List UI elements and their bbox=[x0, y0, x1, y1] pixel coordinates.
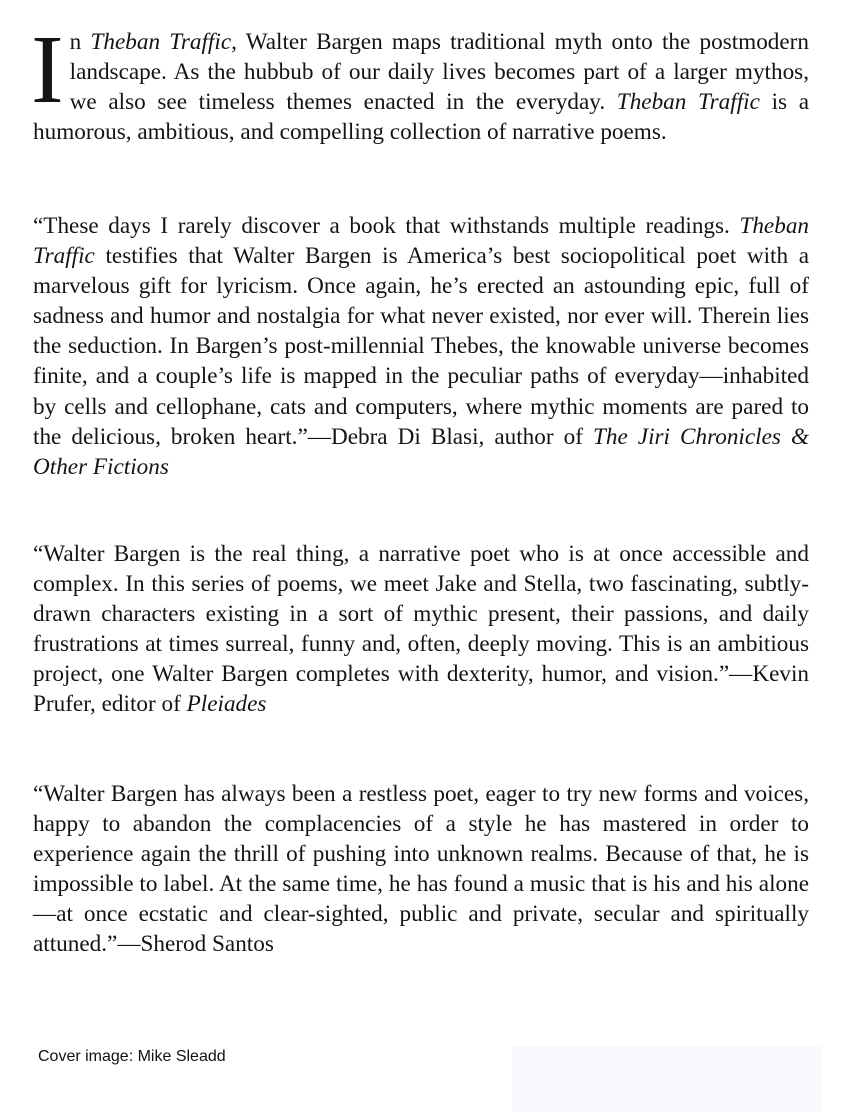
book-title: Theban Traffic bbox=[616, 89, 760, 116]
blurb-text: testifies that Walter Bargen is America’s best sociopolitical poet with a marvelous gift for lyricism. Once again, he’s erected an astounding epic, full of sadness and humor and nostalgia for what never existed, nor ever will. Therein lies the seduction. In Bargen’s post-millennial Thebes, the knowable universe becomes finite, and a couple’s life is mapped in the peculiar paths of everyday—inhabited by cells and cellophane, cats and computers, where mythic moments are pared to the delicious, broken heart.”—Debra Di Blasi, author of bbox=[33, 243, 809, 450]
blurb-text: “These days I rarely discover a book that withstands multiple readings. bbox=[33, 213, 740, 239]
intro-paragraph bbox=[31, 16, 809, 147]
intro-text-2: Walter Bargen maps traditional myth onto the postmodern landscape. As the hubbub of our daily lives becomes part of a larger mythos, we also see timeless themes enacted in the everyday. bbox=[69, 29, 809, 116]
blurb-text: “Walter Bargen is the real thing, a narrative poet who is at once accessible and complex. In this series of poems, we meet Jake and Stella, two fascinating, subtly-drawn characters existing in a sort of mythic present, their passions, and daily frustrations at times surreal, funny and, often, deeply moving. This is an ambitious project, one Walter Bargen completes with dexterity, humor, and vision.”—Kevin Prufer, editor of bbox=[33, 541, 809, 718]
cover-credit: Cover image: Mike Sleadd bbox=[38, 1048, 226, 1065]
blurb-prufer bbox=[33, 539, 809, 720]
intro-text-3: is a humorous, ambitious, and compelling collection of narrative poems. bbox=[33, 89, 809, 146]
book-title: Theban Traffic bbox=[33, 213, 809, 270]
scan-smudge bbox=[512, 1046, 822, 1112]
intro-text-1: n bbox=[69, 29, 91, 55]
blurb-text: “Walter Bargen has always been a restless poet, eager to try new forms and voices, happy to abandon the complacencies of a style he has mastered in order to experience again the thrill of pushing into unknown realms. Because of that, he is impossible to label. At the same time, he has found a music that is his and his alone—at once ecstatic and clear-sighted, public and private, secular and spiritually attuned.”—Sherod Santos bbox=[33, 781, 809, 958]
attribution-work: The Jiri Chronicles & Other Fictions bbox=[33, 423, 809, 480]
blurb-di-blasi bbox=[33, 211, 809, 482]
drop-cap: I bbox=[31, 16, 64, 124]
blurb-santos bbox=[33, 779, 809, 960]
attribution-work: Pleiades bbox=[186, 691, 267, 718]
book-title: Theban Traffic, bbox=[90, 29, 237, 55]
